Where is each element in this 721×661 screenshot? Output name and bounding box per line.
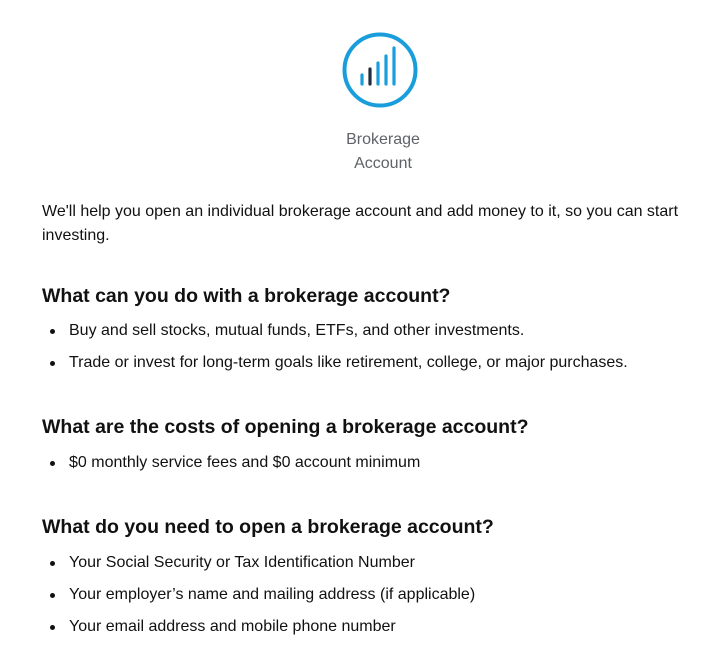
section-heading-what-you-need: What do you need to open a brokerage account? (42, 516, 494, 538)
list-item: Your Social Security or Tax Identification Number (42, 551, 712, 583)
bullet-list-costs (42, 451, 712, 483)
hero-label-line2: Account (354, 155, 412, 172)
hero-label (300, 128, 466, 176)
list-item: Your employer’s name and mailing address (if applicable) (42, 583, 712, 615)
hero-label-line1: Brokerage (346, 131, 420, 148)
section-heading-what-can-you-do: What can you do with a brokerage account? (42, 285, 451, 307)
list-item: Buy and sell stocks, mutual funds, ETFs, and other investments. (42, 319, 712, 351)
list-item: Trade or invest for long-term goals like retirement, college, or major purchases. (42, 351, 712, 383)
bar-chart-circle-icon (342, 32, 418, 108)
list-item: Your email address and mobile phone number (42, 615, 712, 647)
list-item: $0 monthly service fees and $0 account minimum (42, 451, 712, 483)
bullet-list-what-you-need (42, 551, 712, 647)
section-heading-costs: What are the costs of opening a brokerage account? (42, 416, 529, 438)
bullet-list-what-can-you-do (42, 319, 712, 383)
intro-text: We'll help you open an individual brokerage account and add money to it, so you can start investing. (42, 203, 679, 244)
